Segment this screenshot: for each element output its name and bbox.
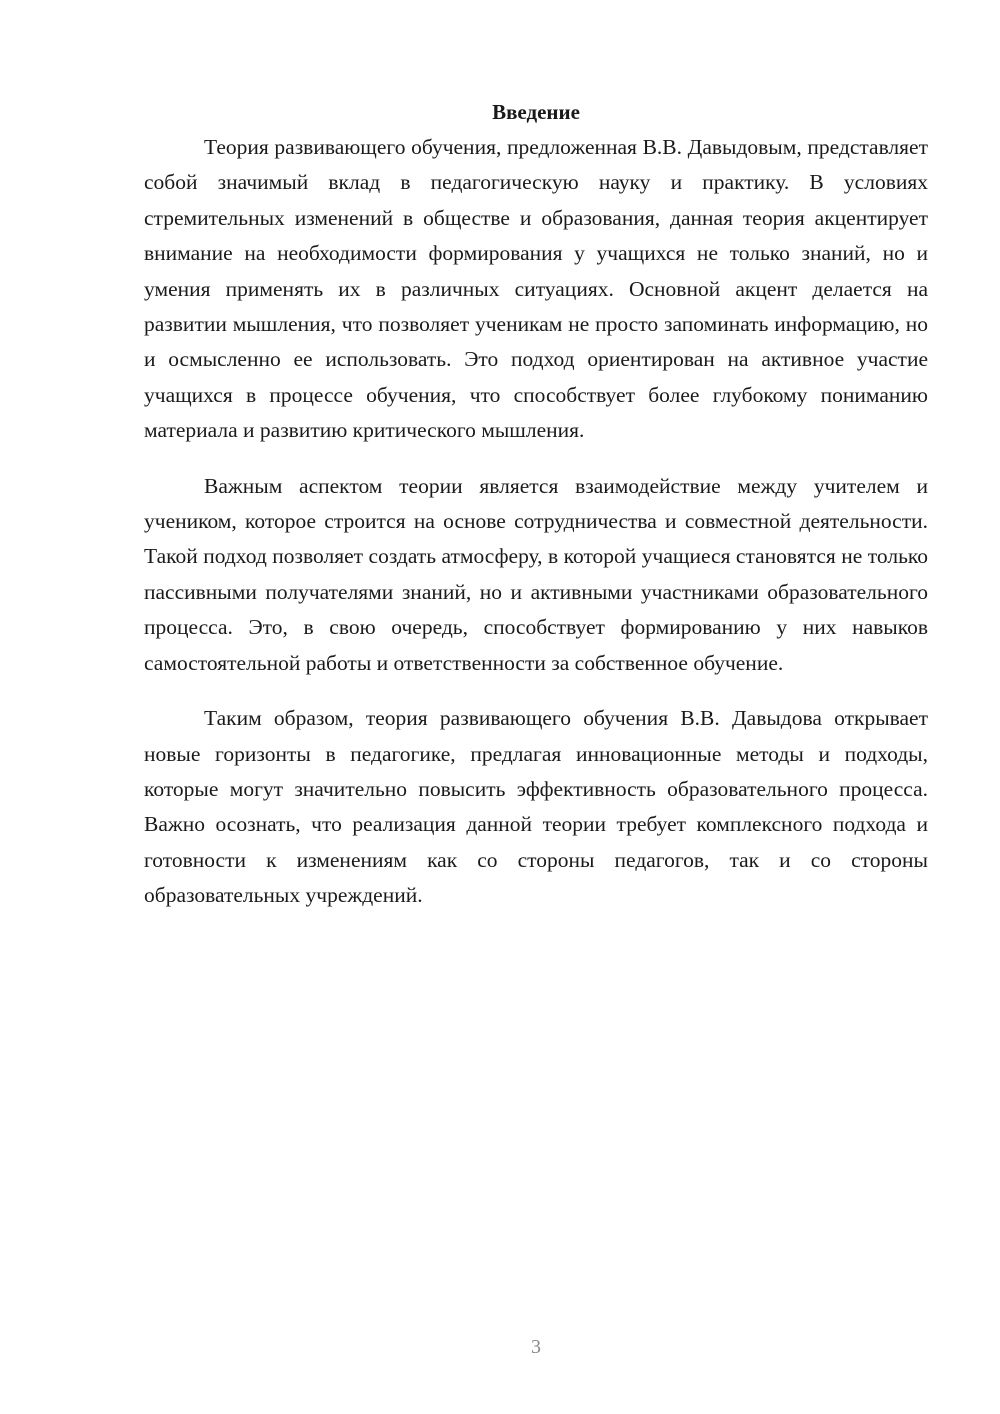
- page-number: 3: [531, 1336, 541, 1358]
- paragraph-1: Теория развивающего обучения, предложенная В.В. Давыдовым, представляет собой значимый вклад в педагогическую науку и практику. В условиях стремительных изменений в обществе и образования, данная теория акцентирует внимание на необходимости формирования у учащихся не только знаний, но и умения применять их в различных ситуациях. Основной акцент делается на развитии мышления, что позволяет ученикам не просто запоминать информацию, но и осмысленно ее использовать. Это подход ориентирован на активное участие учащихся в процессе обучения, что способствует более глубокому пониманию материала и развитию критического мышления.: [144, 135, 928, 443]
- paragraph-3: Таким образом, теория развивающего обучения В.В. Давыдова открывает новые горизонты в педагогике, предлагая инновационные методы и подходы, которые могут значительно повысить эффективность образовательного процесса. Важно осознать, что реализация данной теории требует комплексного подхода и готовности к изменениям как со стороны педагогов, так и со стороны образовательных учреждений.: [144, 706, 928, 908]
- page-content: [144, 96, 928, 914]
- page-heading: Введение: [492, 100, 580, 124]
- paragraph-2: Важным аспектом теории является взаимодействие между учителем и учеником, которое строится на основе сотрудничества и совместной деятельности. Такой подход позволяет создать атмосферу, в которой учащиеся становятся не только пассивными получателями знаний, но и активными участниками образовательного процесса. Это, в свою очередь, способствует формированию у них навыков самостоятельной работы и ответственности за собственное обучение.: [144, 473, 928, 675]
